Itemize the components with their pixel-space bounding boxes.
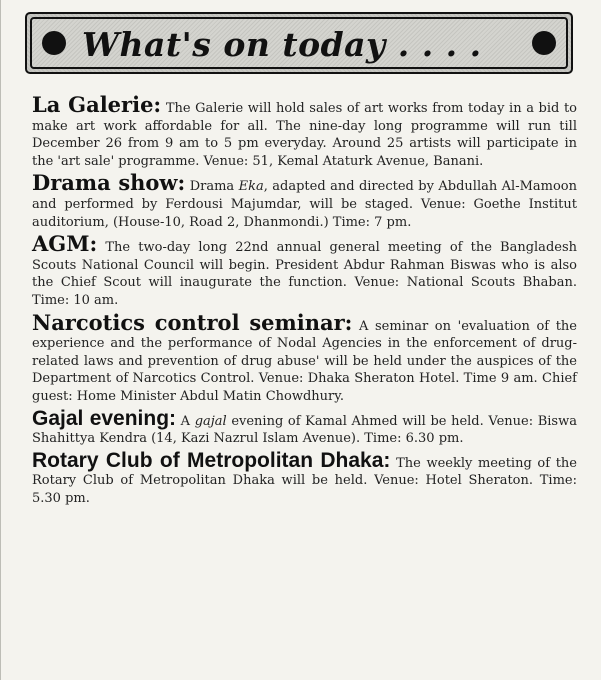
event-description: The weekly meeting of the Rotary Club of Metropolitan Dhaka will be held. Venue: Hotel Sheraton. Time: 5.30 pm. (32, 455, 577, 506)
bullet-dot-right-icon (532, 31, 556, 55)
event-description: The Galerie will hold sales of art works from today in a bid to make art work affordable for all. The nine-day long programme will run till December 26 from 9 am to 5 pm everyday. Around 25 artists will participate in the 'art sale' programme. Venue: 51, Kemal Ataturk Avenue, Banani. (32, 101, 578, 169)
event-entry-drama-show (32, 172, 577, 231)
event-title: La Galerie: (32, 92, 162, 117)
event-title: Narcotics control seminar: (32, 309, 353, 335)
event-title: Gajal evening: (32, 406, 177, 430)
event-description: The two-day long 22nd annual general meeting of the Bangladesh Scouts National Council will begin. President Abdur Rahman Biswas who is also the Chief Scout will inaugurate the function. Venue: National Scouts Bhaban. Time: 10 am. (32, 240, 577, 308)
event-entry-la-galerie (32, 94, 577, 170)
event-entry-agm (32, 233, 577, 309)
event-entry-narcotics-seminar (32, 309, 577, 406)
event-entry-gajal-evening (32, 408, 577, 448)
section-header-inner (30, 17, 568, 69)
event-description-part: evening of Kamal Ahmed will be held. Venue: Biswa Shahittya Kendra (14, Kazi Nazrul Islam Avenue). Time: 6.30 pm. (32, 413, 577, 447)
bullet-dot-left-icon (42, 31, 66, 55)
event-description-italic: gajal (194, 413, 227, 429)
event-title: Rotary Club of Metropolitan Dhaka: (32, 448, 391, 472)
section-title: What's on today . . . . (82, 25, 482, 64)
event-description-italic: Eka (238, 179, 264, 195)
event-title: Drama show: (32, 170, 186, 196)
event-description: A seminar on 'evaluation of the experience and the performance of Nodal Agencies in the enforcement of drug-related laws and prevention of drug abuse' will be held under the auspices of the Department of Narcotics Control. Venue: Dhaka Sheraton Hotel. Time 9 am. Chief guest: Home Minister Abdul Matin Chowdhury. (32, 318, 577, 404)
event-listings (32, 94, 577, 509)
event-entry-rotary-club (32, 450, 577, 508)
event-description-part: Drama (189, 179, 239, 195)
event-description-part: , adapted and directed by Abdullah Al-Mamoon and performed by Ferdousi Majumdar, will be staged. Venue: Goethe Institut auditorium, (House-10, Road 2, Dhanmondi.) Time: 7 pm. (32, 179, 578, 230)
section-header-box (25, 12, 573, 74)
event-description-part: A (180, 413, 195, 429)
event-title: AGM: (32, 231, 98, 257)
